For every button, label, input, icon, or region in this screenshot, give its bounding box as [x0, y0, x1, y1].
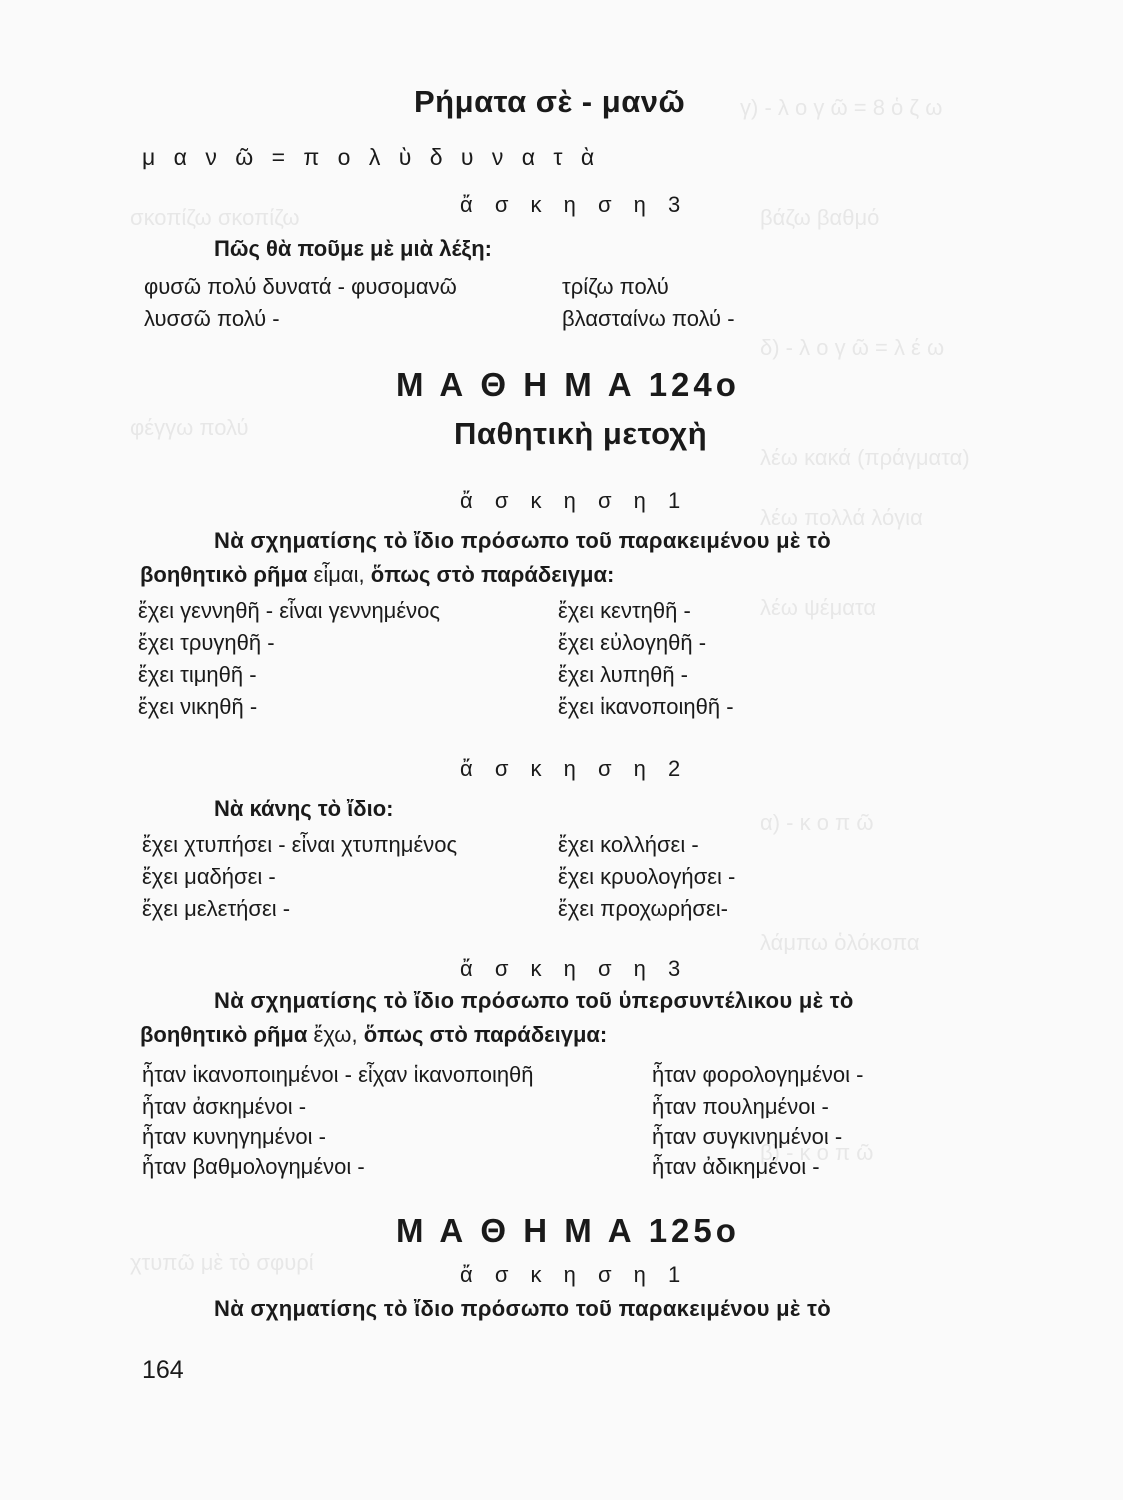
list-item: ἔχει κολλήσει -	[558, 832, 699, 857]
list-item: ἔχει προχωρήσει-	[558, 896, 728, 921]
list-item: ἔχει κεντηθῆ -	[558, 598, 691, 623]
exercise-heading: ἄ σ κ η σ η 3	[460, 956, 689, 981]
exercise-instruction: Νὰ σχηματίσης τὸ ἴδιο πρόσωπο τοῦ παρακειμένου μὲ τὸ	[214, 528, 831, 553]
list-item: ἔχει νικηθῆ -	[138, 694, 258, 719]
list-item: ἔχει κρυολογήσει -	[558, 864, 736, 889]
list-item: τρίζω πολύ	[562, 274, 669, 299]
instruction-end-part: ὅπως στὸ παράδειγμα:	[370, 562, 615, 587]
section-title: Ρήματα σὲ - μανῶ	[414, 84, 686, 119]
list-item: ἦταν συγκινημένοι -	[652, 1124, 843, 1149]
exercise-heading: ἄ σ κ η σ η 1	[460, 1262, 689, 1287]
exercise-instruction: Νὰ κάνης τὸ ἴδιο:	[214, 796, 394, 821]
list-item: ἔχει εὐλογηθῆ -	[558, 630, 707, 655]
list-item: ἦταν βαθμολογημένοι -	[142, 1154, 365, 1179]
list-item: ἦταν ἱκανοποιημένοι - εἶχαν ἱκανοποιηθῆ	[142, 1062, 534, 1087]
instruction-bold-part: βοηθητικὸ ρῆμα	[140, 562, 308, 587]
instruction-plain-part: εἶμαι,	[307, 562, 371, 587]
list-item: φυσῶ πολύ δυνατά - φυσομανῶ	[144, 274, 457, 299]
list-item: ἦταν κυνηγημένοι -	[142, 1124, 326, 1149]
exercise-instruction-line2	[140, 562, 614, 588]
exercise-heading: ἄ σ κ η σ η 3	[460, 192, 689, 217]
lesson-heading: Μ Α Θ Η Μ Α 124ο	[396, 366, 740, 403]
list-item: λυσσῶ πολύ -	[144, 306, 280, 331]
definition-line: μ α ν ῶ = π ο λ ὺ δ υ ν α τ ὰ	[142, 144, 601, 170]
lesson-heading: Μ Α Θ Η Μ Α 125ο	[396, 1212, 740, 1249]
exercise-instruction: Νὰ σχηματίσης τὸ ἴδιο πρόσωπο τοῦ παρακειμένου μὲ τὸ	[214, 1296, 831, 1321]
list-item: ἦταν ἀσκημένοι -	[142, 1094, 307, 1119]
lesson-subtitle: Παθητικὴ μετοχὴ	[454, 416, 708, 451]
list-item: ἦταν φορολογημένοι -	[652, 1062, 864, 1087]
list-item: ἔχει λυπηθῆ -	[558, 662, 688, 687]
exercise-question: Πῶς θὰ ποῦμε μὲ μιὰ λέξη:	[214, 236, 492, 261]
page-number: 164	[142, 1356, 184, 1384]
exercise-instruction-line2	[140, 1022, 607, 1048]
book-page: γ) - λ ο γ ῶ = 8 ὁ ζ ω σκοπίζω σκοπίζω βάζω βαθμό δ) - λ ο γ ῶ = λ έ ω φέγγω πολύ λέω κακά (πράγματα) λέω πολλά λόγια λέω ψέματα α) - κ ο π ῶ λάμπω ὁλόκοπα β) - κ ο π ῶ χτυπῶ μὲ τὸ σφυρί Ρήματα σὲ - μανῶ μ α ν ῶ = π ο λ ὺ δ υ ν α τ ὰ ἄ σ κ η σ η 3 Πῶς θὰ ποῦμε μὲ μιὰ λέξη: φυσῶ πολύ δυνατά - φυσομανῶ λυσσῶ πολύ - τρίζω πολύ βλασταίνω πολύ - Μ Α Θ Η Μ Α 124ο Παθητικὴ μετοχὴ ἄ σ κ η σ η 1 Νὰ σχηματίσης τὸ ἴδιο πρόσωπο τοῦ παρακειμένου μὲ τὸ βοηθητικὸ ρῆμα εἶμαι, ὅπως στὸ παράδειγμα: ἔχει γεννηθῆ - εἶναι γεννημένος ἔχει τρυγηθῆ - ἔχει τιμηθῆ - ἔχει νικηθῆ - ἔχει κεντηθῆ - ἔχει εὐλογηθῆ - ἔχει λυπηθῆ - ἔχει ἱκανοποιηθῆ - ἄ σ κ η σ η 2 Νὰ κάνης τὸ ἴδιο: ἔχει χτυπήσει - εἶναι χτυπημένος ἔχει μαδήσει - ἔχει μελετήσει - ἔχει κολλήσει - ἔχει κρυολογήσει - ἔχει προχωρήσει- ἄ σ κ η σ η 3 Νὰ σχηματίσης τὸ ἴδιο πρόσωπο τοῦ ὑπερσυντέλικου μὲ τὸ βοηθητικὸ ρῆμα ἔχω, ὅπως στὸ παράδειγμα: ἦταν ἱκανοποιημένοι - εἶχαν ἱκανοποιηθῆ ἦταν ἀσκημένοι - ἦταν κυνηγημένοι - ἦταν βαθμολογημένοι - ἦταν φορολογημένοι - ἦταν πουλημένοι - ἦταν συγκινημένοι - ἦταν ἀδικημένοι - Μ Α Θ Η Μ Α 125ο ἄ σ κ η σ η 1 Νὰ σχηματίσης τὸ ἴδιο πρόσωπο τοῦ παρακειμένου μὲ τὸ 164	[130, 84, 970, 1384]
list-item: ἔχει τιμηθῆ -	[138, 662, 257, 687]
exercise-heading: ἄ σ κ η σ η 1	[460, 488, 689, 513]
exercise-instruction: Νὰ σχηματίσης τὸ ἴδιο πρόσωπο τοῦ ὑπερσυντέλικου μὲ τὸ	[214, 988, 854, 1013]
instruction-plain-part: ἔχω,	[307, 1022, 364, 1047]
list-item: ἔχει τρυγηθῆ -	[138, 630, 275, 655]
list-item: βλασταίνω πολύ -	[562, 306, 735, 331]
list-item: ἔχει μαδήσει -	[142, 864, 276, 889]
instruction-bold-part: βοηθητικὸ ρῆμα	[140, 1022, 308, 1047]
instruction-end-part: ὅπως στὸ παράδειγμα:	[363, 1022, 608, 1047]
exercise-heading: ἄ σ κ η σ η 2	[460, 756, 689, 781]
list-item: ἔχει χτυπήσει - εἶναι χτυπημένος	[142, 832, 458, 857]
list-item: ἦταν ἀδικημένοι -	[652, 1154, 820, 1179]
list-item: ἔχει γεννηθῆ - εἶναι γεννημένος	[138, 598, 441, 623]
list-item: ἔχει ἱκανοποιηθῆ -	[558, 694, 734, 719]
list-item: ἔχει μελετήσει -	[142, 896, 291, 921]
list-item: ἦταν πουλημένοι -	[652, 1094, 829, 1119]
